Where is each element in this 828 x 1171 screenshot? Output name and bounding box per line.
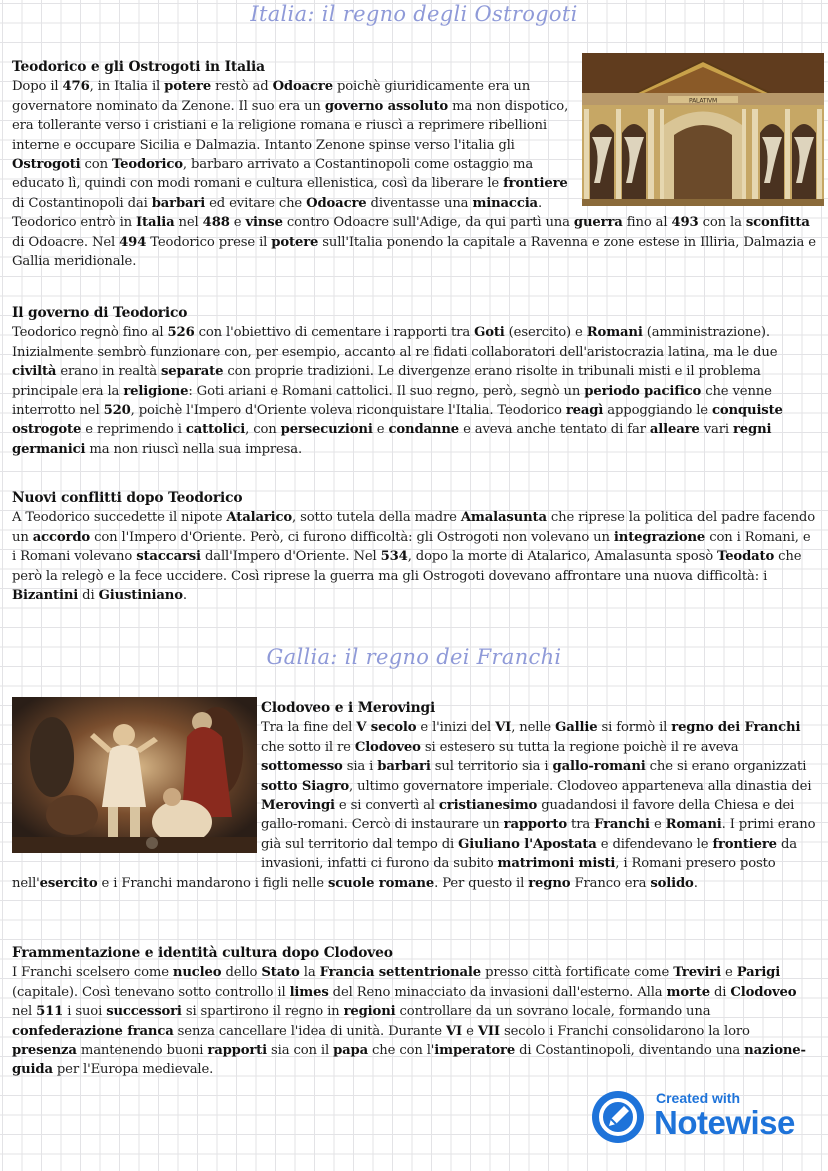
bold-keyword: nucleo bbox=[172, 965, 222, 981]
bold-keyword: guerra bbox=[573, 215, 623, 231]
bold-keyword: vinse bbox=[245, 215, 283, 231]
bold-keyword: potere bbox=[164, 79, 212, 95]
badge-notewise-logo: Notewise bbox=[654, 1104, 795, 1141]
palace-mosaic-svg bbox=[582, 53, 824, 206]
paragraph-frammentazione: I Franchi scelsero come nucleo dello Stato la Francia settentrionale presso città fortificate come Treviri e Parigi (capitale). Così tenevano sotto controllo il limes del Reno minacciato da invasioni dall'esterno. Alla morte di Clodoveo nel 511 i suoi successori si spartirono il regno in regioni controllare da un sovrano locale, formando una confederazione franca senza cancellare l'idea di unità. Durante VI e VII secolo i Franchi consolidarono la loro presenza mantenendo buoni rapporti sia con il papa che con l'imperatore di Costantinopoli, diventando una nazione-guida per l'Europa medievale. bbox=[12, 965, 806, 1078]
heading-nuovi-conflitti: Nuovi conflitti dopo Teodorico bbox=[12, 490, 243, 506]
bold-keyword: confederazione franca bbox=[12, 1023, 174, 1039]
bold-keyword: 493 bbox=[671, 215, 699, 231]
bold-keyword: sotto Siagro bbox=[261, 778, 350, 794]
bold-keyword: Romani bbox=[586, 325, 643, 341]
bold-keyword: 534 bbox=[380, 549, 408, 565]
bold-keyword: sconfitta bbox=[745, 215, 810, 231]
bold-keyword: alleare bbox=[649, 422, 700, 438]
bold-keyword: barbari bbox=[377, 759, 431, 775]
bold-keyword: regni germanici bbox=[12, 422, 772, 457]
bold-keyword: limes bbox=[289, 984, 329, 1000]
bold-keyword: Francia settentrionale bbox=[319, 965, 482, 981]
bold-keyword: 520 bbox=[103, 403, 131, 419]
bold-keyword: governo assoluto bbox=[324, 98, 449, 114]
bold-keyword: Clodoveo bbox=[730, 984, 797, 1000]
bold-keyword: frontiere bbox=[712, 836, 777, 852]
bold-keyword: 526 bbox=[167, 325, 195, 341]
bold-keyword: sottomesso bbox=[261, 759, 343, 775]
bold-keyword: 511 bbox=[36, 1004, 64, 1020]
bold-keyword: reagì bbox=[565, 403, 604, 419]
bold-keyword: frontiere bbox=[503, 176, 568, 192]
bold-keyword: barbari bbox=[151, 195, 206, 211]
bold-keyword: rapporto bbox=[503, 817, 568, 833]
bold-keyword: Amalasunta bbox=[460, 510, 547, 526]
bold-keyword: condanne bbox=[388, 422, 460, 438]
bold-keyword: regioni bbox=[343, 1004, 396, 1020]
bold-keyword: VI bbox=[445, 1023, 463, 1039]
bold-keyword: civiltà bbox=[12, 364, 57, 380]
bold-keyword: VI bbox=[495, 720, 512, 736]
bold-keyword: V secolo bbox=[356, 720, 417, 736]
bold-keyword: esercito bbox=[39, 875, 98, 891]
bold-keyword: morte bbox=[666, 984, 710, 1000]
bold-keyword: solido bbox=[650, 875, 694, 891]
bold-keyword: Atalarico bbox=[226, 510, 293, 526]
bold-keyword: scuole romane bbox=[328, 875, 435, 891]
bold-keyword: Merovingi bbox=[261, 798, 335, 814]
bold-keyword: Italia bbox=[136, 215, 175, 231]
bold-keyword: Treviri bbox=[673, 965, 721, 981]
bold-keyword: imperatore bbox=[434, 1043, 516, 1059]
bold-keyword: Odoacre bbox=[272, 79, 333, 95]
bold-keyword: persecuzioni bbox=[280, 422, 373, 438]
bold-keyword: periodo pacifico bbox=[584, 383, 702, 399]
clovis-painting-svg bbox=[12, 697, 257, 853]
page-title-italia: Italia: il regno degli Ostrogoti bbox=[250, 2, 578, 26]
section-clodoveo-merovingi bbox=[12, 699, 818, 893]
bold-keyword: Stato bbox=[261, 965, 300, 981]
section-teodorico-ostrogoti bbox=[12, 58, 818, 271]
bold-keyword: cristianesimo bbox=[438, 798, 538, 814]
bold-keyword: religione bbox=[123, 383, 189, 399]
bold-keyword: staccarsi bbox=[136, 549, 201, 565]
paragraph-governo-teodorico: Teodorico regnò fino al 526 con l'obiettivo di cementare i rapporti tra Goti (esercito) e Romani (amministrazione). Inizialmente sembrò funzionare con, per esempio, accanto al re fidati collaboratori dell'aristocrazia latina, ma le due civiltà erano in realtà separate con proprie tradizioni. Le divergenze erano risolte in tribunali misti e il problema principale era la religione: Goti ariani e Romani cattolici. Il suo regno, però, segnò un periodo pacifico che venne interrotto nel 520, poichè l'Impero d'Oriente voleva riconquistare l'Italia. Teodorico reagì appoggiando le conquiste ostrogote e reprimendo i cattolici, con persecuzioni e condanne e aveva anche tentato di far alleare vari regni germanici ma non riuscì nella sua impresa. bbox=[12, 325, 783, 457]
bold-keyword: successori bbox=[106, 1004, 182, 1020]
paragraph-clodoveo-merovingi: Tra la fine del V secolo e l'inizi del VI, nelle Gallie si formò il regno dei Franchi che sotto il re Clodoveo si estesero su tutta la regione poichè il re aveva sottomesso sia i barbari sul territorio sia i gallo-romani che si erano organizzati sotto Siagro, ultimo governatore imperiale. Clodoveo apparteneva alla dinastia dei Merovingi e si convertì al cristianesimo guadandosi il favore della Chiesa e dei gallo-romani. Cercò di instaurare un rapporto tra Franchi e Romani. I primi erano già sul territorio dal tempo di Giuliano l'Apostata e difendevano le frontiere da invasioni, infatti ci furono da subito matrimoni misti, i Romani presero posto nell'esercito e i Franchi mandarono i figli nelle scuole romane. Per questo il regno Franco era solido. bbox=[12, 720, 816, 891]
bold-keyword: integrazione bbox=[613, 529, 706, 545]
section-nuovi-conflitti bbox=[12, 489, 818, 605]
bold-keyword: Clodoveo bbox=[354, 739, 421, 755]
bold-keyword: Bizantini bbox=[12, 588, 79, 604]
page-title-gallia: Gallia: il regno dei Franchi bbox=[266, 645, 562, 669]
bold-keyword: minaccia bbox=[472, 195, 538, 211]
heading-governo-teodorico: Il governo di Teodorico bbox=[12, 305, 188, 321]
bold-keyword: Teodato bbox=[717, 549, 775, 565]
bold-keyword: regno bbox=[528, 875, 571, 891]
clovis-painting-image bbox=[12, 697, 257, 853]
bold-keyword: rapporti bbox=[207, 1043, 267, 1059]
bold-keyword: gallo-romani bbox=[552, 759, 646, 775]
badge-created-with: Created with bbox=[656, 1090, 741, 1106]
bold-keyword: Franchi bbox=[594, 817, 650, 833]
bold-keyword: potere bbox=[271, 234, 319, 250]
bold-keyword: papa bbox=[333, 1043, 369, 1059]
bold-keyword: Giustiniano bbox=[98, 588, 183, 604]
bold-keyword: Giuliano l'Apostata bbox=[458, 836, 597, 852]
bold-keyword: 476 bbox=[62, 79, 90, 95]
bold-keyword: Gallie bbox=[555, 720, 598, 736]
bold-keyword: 488 bbox=[202, 215, 230, 231]
bold-keyword: presenza bbox=[12, 1043, 77, 1059]
bold-keyword: regno dei Franchi bbox=[671, 720, 801, 736]
section-frammentazione bbox=[12, 944, 818, 1080]
bold-keyword: Goti bbox=[474, 325, 505, 341]
bold-keyword: Ostrogoti bbox=[12, 157, 81, 173]
section-governo-teodorico bbox=[12, 304, 818, 459]
bold-keyword: accordo bbox=[32, 529, 91, 545]
bold-keyword: Odoacre bbox=[306, 195, 367, 211]
heading-teodorico-ostrogoti: Teodorico e gli Ostrogoti in Italia bbox=[12, 59, 265, 75]
bold-keyword: Parigi bbox=[736, 965, 781, 981]
paragraph-teodorico-ostrogoti: Dopo il 476, in Italia il potere restò ad Odoacre poichè giuridicamente era un governatore nominato da Zenone. Il suo era un governo assoluto ma non dispotico, era tollerante verso i cristiani e la religione romana e riuscì a reprimere ribellioni interne e occupare Sicilia e Dalmazia. Intanto Zenone spinse verso l'italia gli Ostrogoti con Teodorico, barbaro arrivato a Costantinopoli come ostaggio ma educato lì, quindi con modi romani e cultura ellenistica, così da liberare le frontiere di Costantinopoli dai barbari ed evitare che Odoacre diventasse una minaccia. Teodorico entrò in Italia nel 488 e vinse contro Odoacre sull'Adige, da qui partì una guerra fino al 493 con la sconfitta di Odoacre. Nel 494 Teodorico prese il potere sull'Italia ponendo la capitale a Ravenna e zone estese in Illiria, Dalmazia e Gallia meridionale. bbox=[12, 79, 816, 270]
palace-mosaic-image bbox=[582, 53, 824, 206]
bold-keyword: matrimoni misti bbox=[497, 856, 616, 872]
paragraph-nuovi-conflitti: A Teodorico succedette il nipote Atalarico, sotto tutela della madre Amalasunta che riprese la politica del padre facendo un accordo con l'Impero d'Oriente. Però, ci furono difficoltà: gli Ostrogoti non volevano un integrazione con i Romani, e i Romani volevano staccarsi dall'Impero d'Oriente. Nel 534, dopo la morte di Atalarico, Amalasunta sposò Teodato che però la relegò e la fece uccidere. Così riprese la guerra ma gli Ostrogoti dovevano affrontare una nuova difficoltà: i Bizantini di Giustiniano. bbox=[12, 510, 816, 604]
bold-keyword: conquiste ostrogote bbox=[12, 403, 783, 438]
bold-keyword: VII bbox=[477, 1023, 500, 1039]
bold-keyword: 494 bbox=[119, 234, 147, 250]
pencil-icon bbox=[592, 1091, 644, 1143]
bold-keyword: cattolici bbox=[185, 422, 246, 438]
bold-keyword: nazione-guida bbox=[12, 1043, 806, 1078]
bold-keyword: Teodorico bbox=[111, 157, 183, 173]
heading-frammentazione: Frammentazione e identità cultura dopo Clodoveo bbox=[12, 945, 393, 961]
heading-clodoveo-merovingi: Clodoveo e i Merovingi bbox=[261, 700, 436, 716]
bold-keyword: Romani bbox=[665, 817, 722, 833]
bold-keyword: separate bbox=[161, 364, 224, 380]
notewise-badge bbox=[592, 1088, 812, 1146]
palace-inscription: PALATIVM bbox=[689, 97, 717, 105]
